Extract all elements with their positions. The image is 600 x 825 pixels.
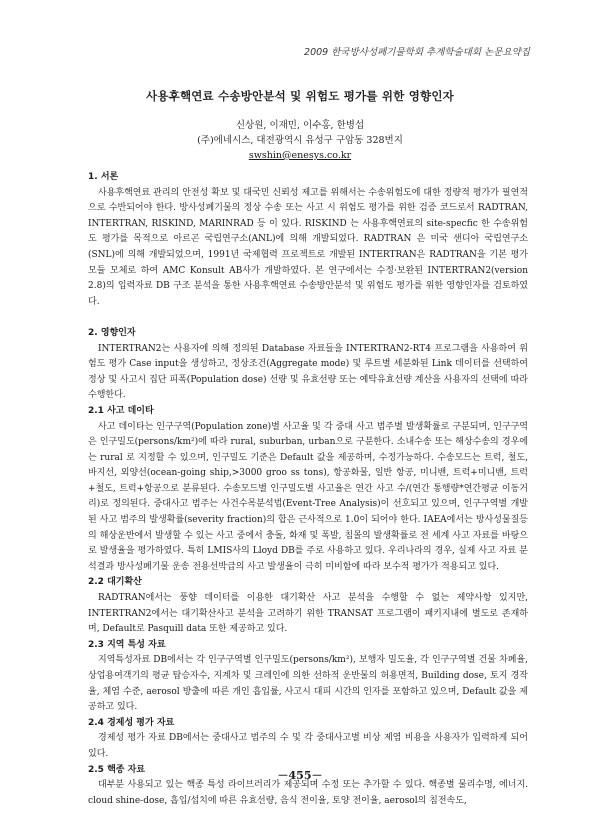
subsection-heading-accident-data: 2.1 사고 데이타 — [88, 405, 154, 416]
paragraph-regional-data: 지역특성자료 DB에서는 각 인구구역별 인구밀도(persons/km²), 보행자 밀도율, 각 인구구역별 건물 차폐율, 상업용여객기의 평균 탑승자수, 지계차 및 크레인에 의한 선하적 운반물의 허용면적, Building dose, 토지 경작율, 체염 수준, aerosol 방출에 따른 개인 흡입률, 사고시 대피 시간의 인자를 포함하고 있으며, Default 값을 제공하고 있다. — [88, 655, 528, 713]
author-names: 신상원, 이재민, 이수홍, 한병섭 — [235, 120, 365, 131]
paragraph-factors: INTERTRAN2는 사용자에 의해 정의된 Database 자료들을 INTERTRAN2-RT4 프로그램을 사용하여 위험도 평가 Case input을 생성하고, 정상조건(Aggregate mode) 및 루트별 세분화된 Link 데이터를 선택하여 정상 및 사고시 집단 피폭(Population dose) 선량 및 유효선량 또는 예탁유효선량 계산을 사용자의 선택에 따라 수행한다. — [88, 343, 528, 401]
section-heading-intro: 1. 서론 — [88, 172, 119, 182]
running-head: 2009 한국방사성폐기물학회 추계학술대회 논문요약집 — [304, 47, 530, 58]
paragraph-nuclide-data: 대부분 사용되고 있는 핵종 특성 라이브러리가 제공되며 수정 또는 추가할 수 있다. 핵종별 물리수명, 에너지. cloud shine-dose, 흡입/섭치에 따른 유효선량, 음식 전이율, 토양 전이율, aerosol의 침전속도, — [88, 780, 528, 806]
author-block — [0, 118, 600, 163]
subsection-heading-atmospheric-dispersion: 2.2 대기확산 — [88, 577, 142, 588]
paragraph-intro: 사용후핵연료 관리의 안전성 확보 및 대국민 신뢰성 제고를 위해서는 수송위험도에 대한 정량적 평가가 필연적으로 수반되어야 한다. 방사성폐기물의 정상 수송 또는 사고 시 위험도 평가를 위한 검증 코드로서 RADTRAN, INTERTRAN, RISKIND, MARINRAD 등 이 있다. RISKIND 는 사용후핵연료의 site-specfic 한 수송위험도 평가를 목적으로 아르곤 국립연구소(ANL)에 의해 개발되었다. RADTRAN 은 미국 샌디아 국립연구소(SNL)에 의해 개발되었으며, 1991년 국제협력 프로젝트로 개발된 INTERTRAN은 RADTRAN을 기본 평가 모듈 모체로 하여 AMC Konsult AB사가 개발하였다. 본 연구에서는 수정·보완된 INTERTRAN2(version 2.8)의 입력자료 DB 구조 분석을 통한 사용후핵연료 수송방안분석 및 위험도 평가를 위한 영향인자를 검토하였다. — [88, 187, 528, 307]
body-text — [88, 170, 528, 809]
subsection-heading-regional-data: 2.3 지역 특성 자료 — [88, 639, 166, 650]
subsection-heading-economic-data: 2.4 경제성 평가 자료 — [88, 717, 175, 728]
paragraph-economic-data: 경제성 평가 자료 DB에서는 중대사고 범주의 수 및 각 중대사고별 비상 제염 비용을 사용자가 입력하게 되어 있다. — [88, 733, 528, 759]
author-email-link[interactable]: swshin@enesys.co.kr — [248, 150, 352, 161]
paragraph-atmospheric-dispersion: RADTRAN에서는 풍향 데이터를 이용한 대기확산 사고 분석을 수행할 수 없는 제약사항 있지만, INTERTRAN2에서는 대기확산사고 분석을 고려하기 위한 TRANSAT 프로그램이 패키지내에 별도로 존재하며, Default로 Pasquill data 또한 제공하고 있다. — [88, 593, 528, 635]
page-number: －455－ — [277, 769, 323, 782]
paper-title: 사용후핵연료 수송방안분석 및 위험도 평가를 위한 영향인자 — [146, 89, 454, 103]
author-affiliation: (주)에네시스, 대전광역시 유성구 구암동 328번지 — [197, 135, 403, 146]
paragraph-accident-data: 사고 데이타는 인구구역(Population zone)별 사고율 및 각 중대 사고 범주별 발생확률로 구분되며, 인구구역은 인구밀도(persons/km²)에 따라 rural, suburban, urban으로 구분한다. 소내수송 또는 해상수송의 경우에는 rural 로 지정할 수 있으며, 인구밀도 기준은 Default 값을 제공하며, 수정가능하다. 수송모드는 트럭, 철도, 바지선, 외양선(ocean-going ship,>3000 groo ss tons), 항공화물, 일반 항공, 미니밴, 트럭+미니밴, 트럭+철도, 트럭+항공으로 분류된다. 수송모드별 인구밀도별 사고율은 연간 사고 수/(연간 통행량*연간평균 이동거리)로 정의된다. 중대사고 범주는 사건수목분석법(Event-Tree Analysis)이 선호되고 있으며, 인구구역별 개발된 사고 범주의 발생확률(severity fraction)의 합은 근사적으로 1.0이 되어야 한다. IAEA에서는 방사성물질등의 해상운반에서 발생할 수 있는 사고 중에서 충돌, 화재 및 폭발, 침몰의 발생확률로 전 세계 사고 자료를 바탕으로 발생율을 평가하였다. 특히 LMIS사의 Lloyd DB를 주로 사용하고 있다. 우리나라의 경우, 실제 사고 자료 분석결과 방사성폐기물 운송 전용선박급의 사고 발생율이 극히 미비함에 따라 보수적 평가가 적용되고 있다. — [88, 421, 528, 572]
section-heading-factors: 2. 영향인자 — [88, 327, 136, 338]
subsection-heading-nuclide-data: 2.5 핵종 자료 — [88, 764, 145, 775]
